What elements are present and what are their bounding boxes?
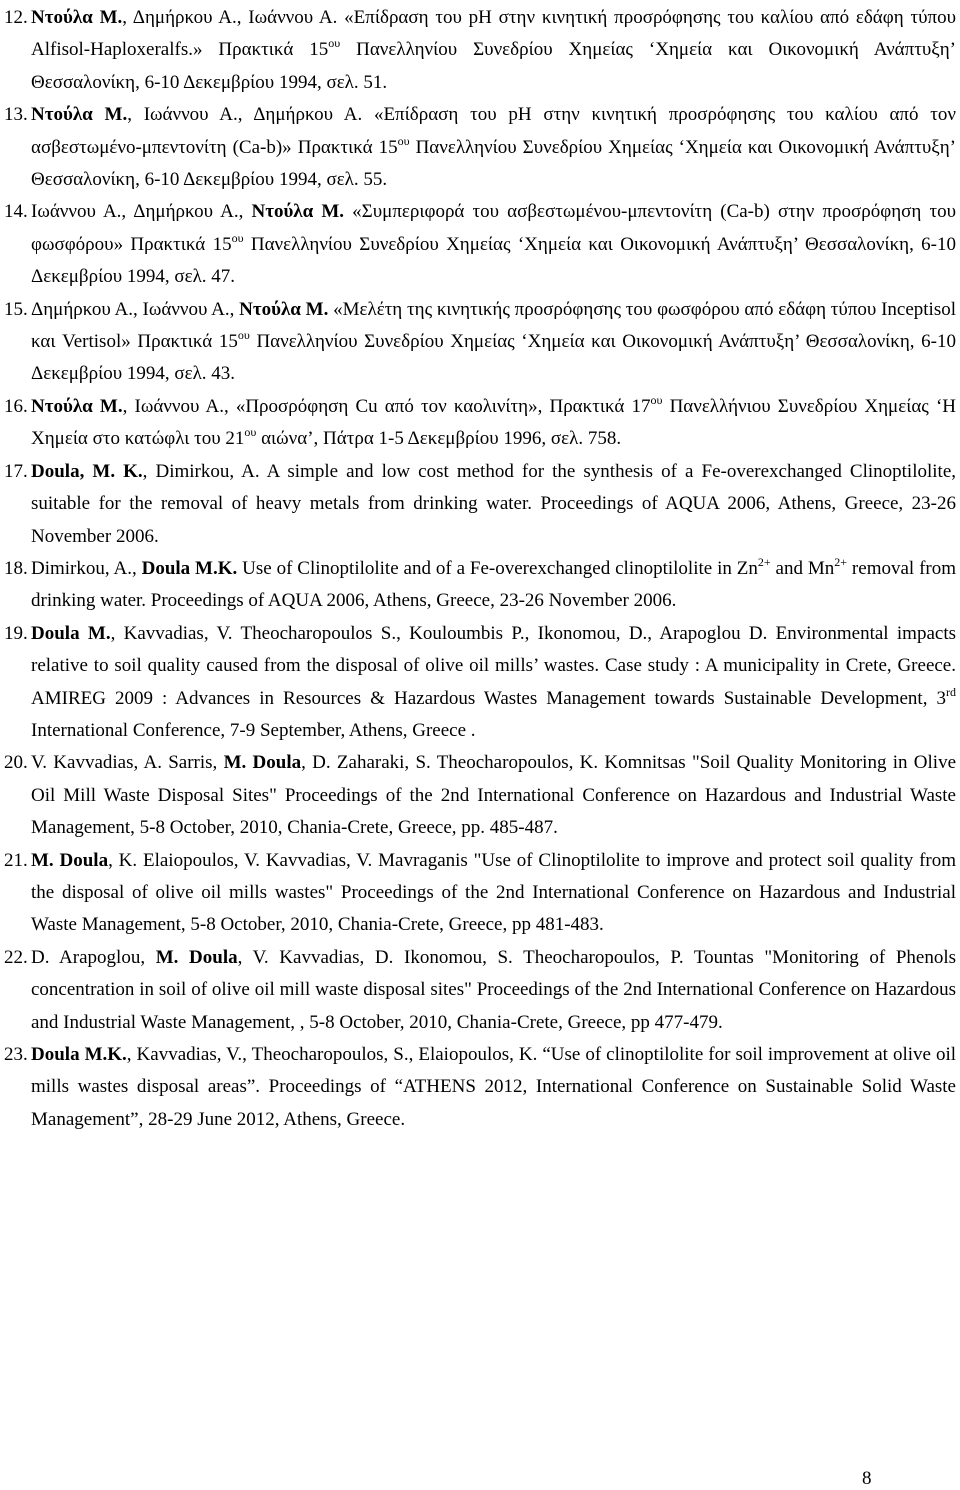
reference-text: D. Arapoglou,	[31, 946, 156, 968]
reference-text: Dimirkou, A.,	[31, 557, 142, 579]
reference-text: Πανελλήνιου Συνεδρίου Χημείας ‘Η Χημεία στο κατώφλι του 21	[31, 395, 956, 450]
superscript: ου	[650, 392, 663, 407]
reference-item	[0, 456, 956, 553]
reference-text: International Conference, 7-9 September, Athens, Greece .	[31, 719, 476, 741]
author-highlight: Ντούλα Μ.	[31, 395, 123, 417]
author-highlight: Doula M.K.	[141, 557, 238, 579]
reference-text: , K. Elaiopoulos, V. Kavvadias, V. Mavraganis "Use of Clinoptilolite to improve and protect soil quality from the disposal of olive oil mills wastes" Proceedings of the 2nd International Conference on Hazardous and Industrial Waste Management, 5-8 October, 2010, Chania-Crete, Greece, pp 481-483.	[31, 849, 957, 936]
reference-text: αιώνα’, Πάτρα 1-5 Δεκεμβρίου 1996, σελ. 758.	[256, 428, 622, 450]
reference-text: , D. Zaharaki, S. Theocharopoulos, K. Komnitsas "Soil Quality Monitoring in Olive Oil Mill Waste Disposal Sites" Proceedings of the 2nd International Conference on Hazardous and Industrial Waste Management, 5-8 October, 2010, Chania-Crete, Greece, pp. 485-487.	[31, 752, 956, 839]
reference-text: removal from drinking water. Proceedings of AQUA 2006, Athens, Greece, 23-26 November 2006.	[31, 557, 957, 612]
reference-item	[0, 391, 956, 456]
reference-text: , Kavvadias, V. Theocharopoulos S., Kouloumbis P., Ikonomou, D., Arapoglou D. Environmental impacts relative to soil quality caused from the disposal of olive oil mills’ wastes. Case study : A municipality in Crete, Greece. AMIREG 2009 : Advances in Resources & Hazardous Wastes Management towards Sustainable Development, 3	[31, 622, 956, 709]
author-highlight: M. Doula	[223, 752, 302, 774]
reference-number: 19.	[4, 622, 28, 644]
page-number: 8	[862, 1468, 872, 1489]
reference-number: 15.	[4, 298, 28, 320]
author-highlight: M. Doula	[155, 946, 238, 968]
author-highlight: M. Doula	[31, 849, 109, 871]
reference-number: 12.	[4, 7, 28, 28]
reference-text: Πανελληνίου Συνεδρίου Χημείας ‘Χημεία και Οικονομική Ανάπτυξη’ Θεσσαλονίκη, 6-10 Δεκεμβρίου 1994, σελ. 55.	[31, 136, 956, 191]
superscript: ου	[237, 328, 250, 343]
reference-text: Δημήρκου Α., Ιωάννου Α.,	[31, 298, 240, 320]
author-highlight: Doula M.	[31, 622, 111, 644]
reference-item	[0, 99, 956, 196]
reference-number: 14.	[4, 201, 28, 223]
reference-item	[0, 1039, 956, 1136]
reference-text: Πανελληνίου Συνεδρίου Χημείας ‘Χημεία και Οικονομική Ανάπτυξη’ Θεσσαλονίκη, 6-10 Δεκεμβρίου 1994, σελ. 43.	[31, 331, 956, 385]
reference-item	[0, 618, 956, 748]
reference-number: 21.	[4, 849, 28, 871]
reference-item	[0, 942, 956, 1039]
reference-text: , Dimirkou, A. A simple and low cost method for the synthesis of a Fe-overexchanged Clinoptilolite, suitable for the removal of heavy metals from drinking water. Proceedings of AQUA 2006, Athens, Greece, 23-26 November 2006.	[31, 460, 956, 547]
author-highlight: Doula, M. K.	[31, 460, 143, 482]
reference-number: 20.	[4, 752, 28, 774]
reference-text: and Mn	[770, 557, 835, 579]
superscript: 2+	[834, 554, 848, 569]
superscript: ου	[328, 36, 341, 51]
superscript: rd	[946, 684, 956, 699]
reference-number: 17.	[4, 460, 28, 482]
reference-text: Πανελληνίου Συνεδρίου Χημείας ‘Χημεία και Οικονομική Ανάπτυξη’ Θεσσαλονίκη, 6-10 Δεκεμβρίου 1994, σελ. 47.	[31, 233, 956, 288]
reference-text: V. Kavvadias, A. Sarris,	[31, 752, 224, 774]
reference-item	[0, 747, 956, 844]
reference-text: , V. Kavvadias, D. Ikonomou, S. Theocharopoulos, P. Tountas "Monitoring of Phenols concentration in soil of olive oil mill waste disposal sites" Proceedings of the 2nd International Conference on Hazardous and Industrial Waste Management, , 5-8 October, 2010, Chania-Crete, Greece, pp 477-479.	[31, 946, 957, 1033]
reference-text: «Συμπεριφορά του ασβεστωμένου-μπεντονίτη (Ca-b) στην προσρόφηση του φωσφόρου» Πρακτικά 15	[31, 201, 956, 255]
reference-list	[0, 2, 956, 1136]
reference-text: , Kavvadias, V., Theocharopoulos, S., Elaiopoulos, K. “Use of clinoptilolite for soil improvement at olive oil mills wastes disposal areas”. Proceedings of “ATHENS 2012, International Conference on Sustainable Solid Waste Management”, 28-29 June 2012, Athens, Greece.	[31, 1044, 957, 1130]
reference-number: 23.	[4, 1044, 28, 1065]
superscript: ου	[231, 230, 244, 245]
reference-text: «Μελέτη της κινητικής προσρόφησης του φωσφόρου από εδάφη τύπου Inceptisol και Vertisol» Πρακτικά 15	[31, 298, 957, 353]
reference-text: Πανελληνίου Συνεδρίου Χημείας ‘Χημεία και Οικονομική Ανάπτυξη’ Θεσσαλονίκη, 6-10 Δεκεμβρίου 1994, σελ. 51.	[31, 39, 956, 93]
author-highlight: Ντούλα Μ.	[251, 201, 345, 223]
reference-number: 13.	[4, 104, 28, 126]
author-highlight: Ντούλα Μ.	[31, 7, 123, 28]
reference-item	[0, 196, 956, 293]
reference-number: 18.	[4, 557, 28, 579]
reference-item	[0, 294, 956, 391]
reference-number: 22.	[4, 946, 28, 968]
reference-number: 16.	[4, 395, 28, 417]
superscript: ου	[397, 133, 410, 148]
reference-item	[0, 553, 956, 618]
reference-text: , Ιωάννου Α., «Προσρόφηση Cu από τον καολινίτη», Πρακτικά 17	[122, 395, 651, 417]
reference-item	[0, 845, 956, 942]
reference-text: , Ιωάννου Α., Δημήρκου Α. «Επίδραση του pH στην κινητική προσρόφησης του καλίου από τον ασβεστωμένο-μπεντονίτη (Ca-b)» Πρακτικά 15	[31, 104, 956, 158]
superscript: ου	[244, 425, 257, 440]
author-highlight: Ντούλα Μ.	[31, 104, 128, 126]
reference-text: , Δημήρκου Α., Ιωάννου Α. «Επίδραση του pH στην κινητική προσρόφησης του καλίου από εδάφη τύπου Alfisol-Haploxeralfs.» Πρακτικά 15	[31, 7, 956, 61]
superscript: 2+	[757, 554, 771, 569]
reference-text: Ιωάννου Α., Δημήρκου Α.,	[31, 201, 252, 223]
reference-item	[0, 2, 956, 99]
author-highlight: Doula M.K.	[31, 1044, 127, 1065]
author-highlight: Ντούλα Μ.	[239, 298, 329, 320]
reference-text: Use of Clinoptilolite and of a Fe-overexchanged clinoptilolite in Zn	[237, 557, 758, 579]
